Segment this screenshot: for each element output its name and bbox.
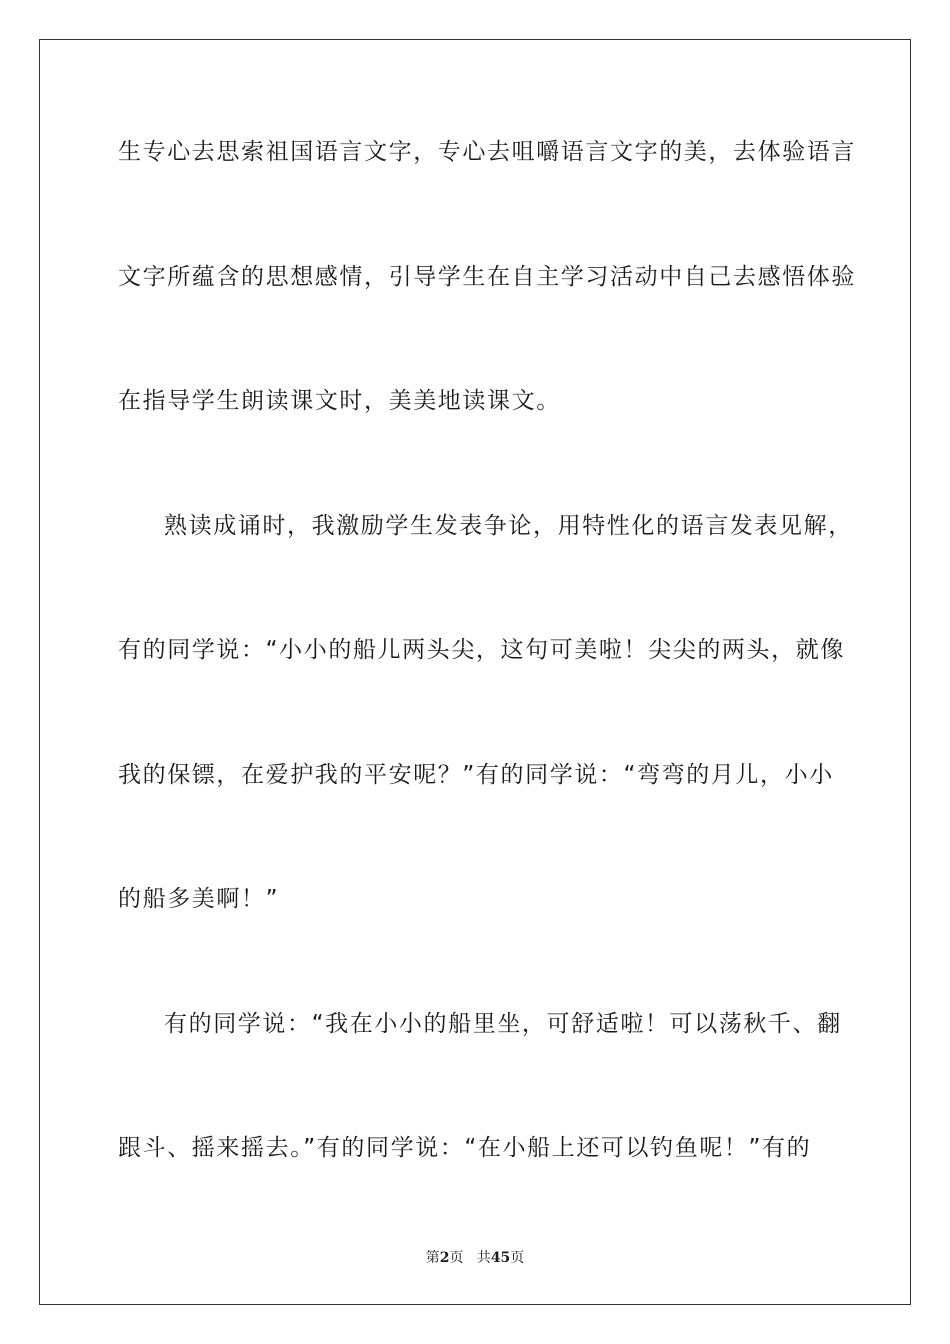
total-prefix: 共: [476, 1250, 491, 1266]
page-prefix: 第: [425, 1250, 440, 1266]
page-suffix: 页: [449, 1250, 464, 1266]
text-line-3: 在指导学生朗读课文时，美美地读课文。: [118, 388, 561, 414]
text-line-9: 跟斗、摇来摇去。”有的同学说：“在小船上还可以钓鱼呢！”有的: [118, 1135, 812, 1161]
text-line-5: 有的同学说：“小小的船儿两头尖，这句可美啦！尖尖的两头，就像: [118, 637, 845, 663]
text-line-7: 的船多美啊！”: [118, 886, 280, 912]
text-line-2: 文字所蕴含的思想感情，引导学生在自主学习活动中自己去感悟体验: [118, 264, 856, 290]
total-pages: 45: [490, 1250, 511, 1266]
page-border: [39, 39, 911, 1305]
text-line-1: 生专心去思索祖国语言文字，专心去咀嚼语言文字的美，去体验语言: [118, 139, 856, 165]
text-line-8: 有的同学说：“我在小小的船里坐，可舒适啦！可以荡秋千、翻: [164, 1011, 842, 1037]
page-number: 2: [439, 1250, 450, 1266]
total-suffix: 页: [510, 1250, 525, 1266]
page-footer: [0, 1248, 950, 1268]
text-line-6: 我的保镖，在爱护我的平安呢？”有的同学说：“弯弯的月儿，小小: [118, 762, 834, 788]
text-line-4: 熟读成诵时，我激励学生发表争论，用特性化的语言发表见解，: [164, 513, 853, 539]
